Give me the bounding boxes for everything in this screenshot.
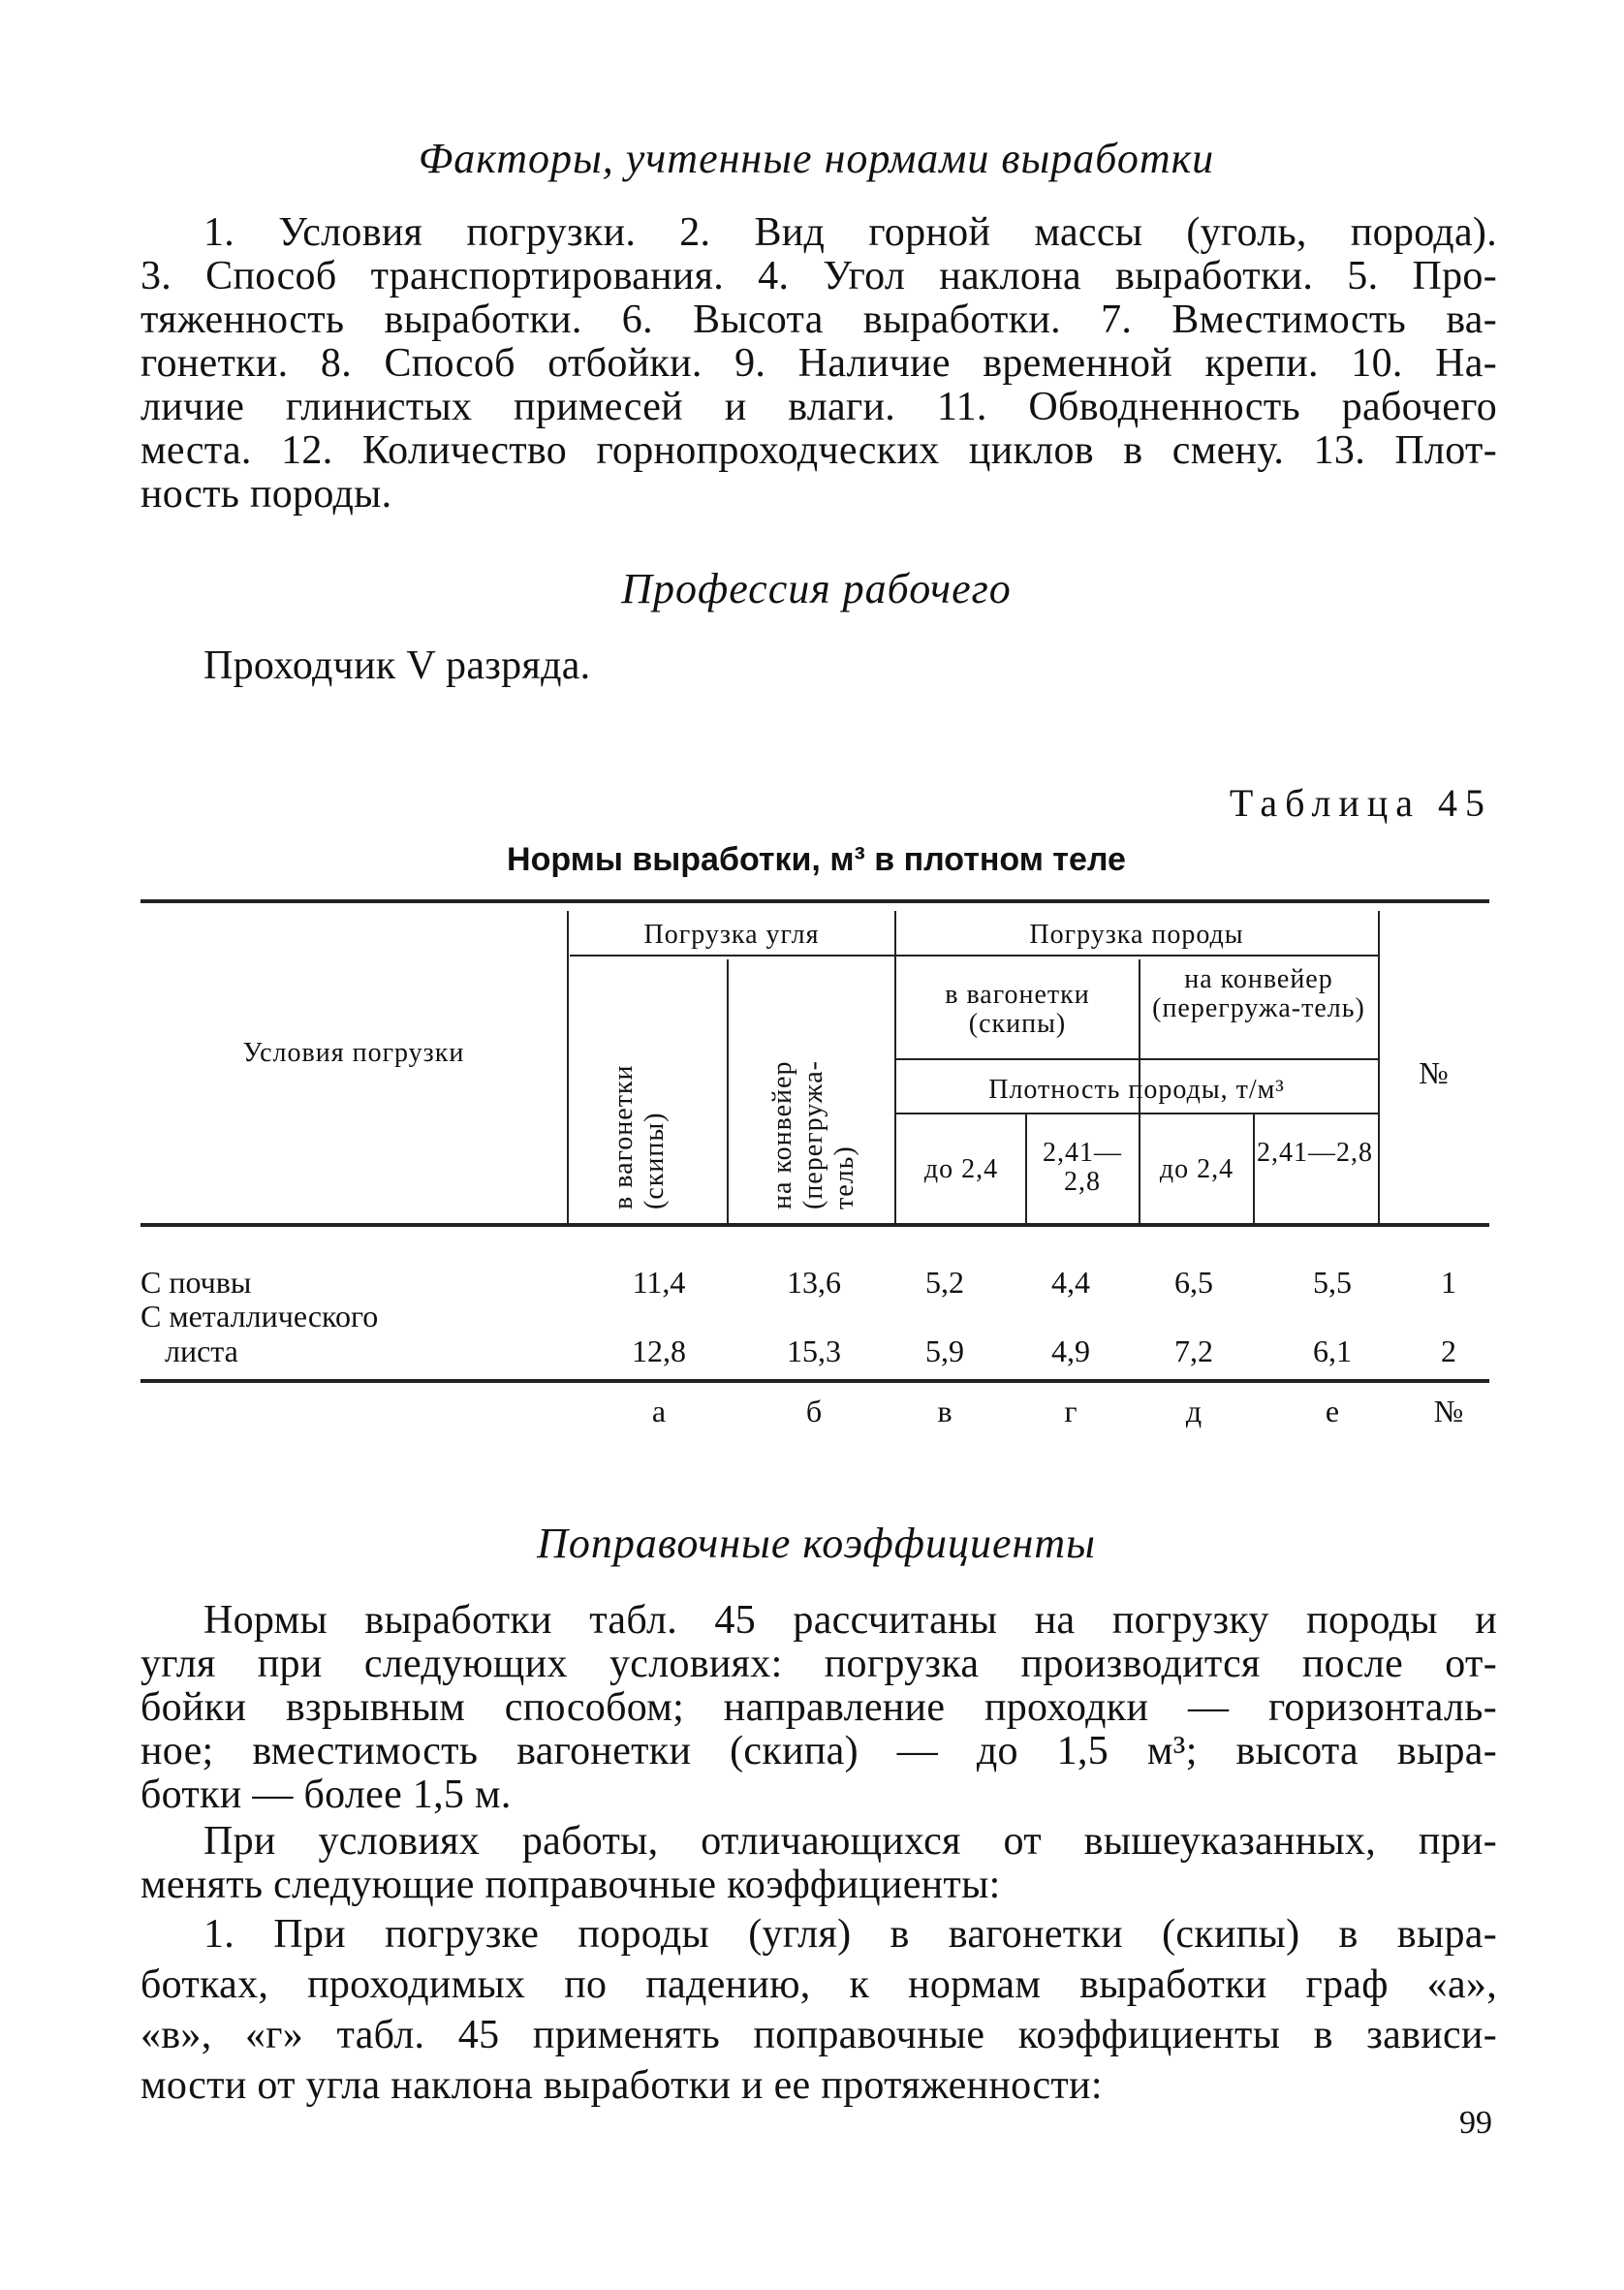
header-density-2: 2,41—2,8	[1043, 1138, 1122, 1197]
cell-g: 4,4	[1051, 1265, 1090, 1300]
header-bottom-rule	[141, 1223, 1489, 1227]
row-label: С металлического	[141, 1299, 379, 1333]
factors-heading: Факторы, учтенные нормами выработки	[418, 135, 1215, 182]
header-density-3: до 2,4	[1159, 1154, 1234, 1184]
cell-v: 5,9	[925, 1333, 964, 1368]
profession-heading: Профессия рабочего	[621, 565, 1012, 612]
footer-letter: г	[1064, 1394, 1077, 1428]
header-density: Плотность породы, т/м³	[988, 1075, 1285, 1105]
cell-d: 7,2	[1174, 1333, 1213, 1368]
text-line: ное; вместимость вагонетки (скипа) — до 1,5 м³; высота выра-	[141, 1729, 1497, 1773]
column-rule	[1025, 1114, 1027, 1223]
header-coal-wagons: в вагонетки (скипы)	[609, 1064, 670, 1209]
cell-e: 6,1	[1313, 1333, 1352, 1368]
cell-a: 12,8	[632, 1333, 686, 1368]
footer-letter: е	[1325, 1394, 1340, 1428]
table-label: Таблица 45	[1229, 781, 1492, 825]
text-line: ботки — более 1,5 м.	[141, 1772, 512, 1817]
page-number: 99	[1459, 2105, 1492, 2141]
cell-b: 13,6	[787, 1265, 841, 1300]
text-line: 1. При погрузке породы (угля) в вагонетки (скипы) в выра-	[203, 1912, 1497, 1957]
cell-num: 2	[1441, 1333, 1456, 1368]
column-rule	[894, 911, 896, 1223]
factors-line: 1. Условия погрузки. 2. Вид горной массы (уголь, порода).	[203, 210, 1497, 255]
header-coal-conveyor: на конвейер (перегружа-тель)	[767, 1059, 859, 1209]
table-bottom-rule	[141, 1379, 1489, 1383]
header-density-4: 2,41—2,8	[1257, 1138, 1373, 1168]
footer-letter: в	[937, 1394, 953, 1428]
profession-text: Проходчик V разряда.	[203, 643, 591, 688]
cell-d: 6,5	[1174, 1265, 1213, 1300]
header-number: №	[1419, 1055, 1450, 1090]
text-line: мости от угла наклона выработки и ее протяженности:	[141, 2063, 1103, 2108]
header-density-1: до 2,4	[923, 1154, 999, 1184]
text-line: бойки взрывным способом; направление проходки — горизонталь-	[141, 1685, 1497, 1730]
cell-num: 1	[1441, 1265, 1456, 1300]
header-rock-wagons: в вагонетки (скипы)	[945, 980, 1090, 1039]
header-rule	[570, 955, 1378, 957]
cell-v: 5,2	[925, 1265, 964, 1300]
factors-line: ность породы.	[141, 472, 392, 517]
text-line: угля при следующих условиях: погрузка производится после от-	[141, 1642, 1497, 1686]
corrections-paragraph-1	[141, 1599, 1497, 1817]
factors-line: личие глинистых примесей и влаги. 11. Обводненность рабочего	[141, 385, 1497, 429]
footer-letter: д	[1185, 1394, 1202, 1428]
cell-a: 11,4	[632, 1265, 686, 1300]
row-label: С почвы	[141, 1265, 252, 1300]
row-label: листа	[165, 1333, 238, 1368]
corrections-paragraph-2	[141, 1820, 1497, 1907]
factors-line: тяженность выработки. 6. Высота выработки. 7. Вместимость ва-	[141, 298, 1497, 342]
cell-b: 15,3	[787, 1333, 841, 1368]
footer-letter: б	[805, 1394, 823, 1428]
text-line: При условиях работы, отличающихся от вышеуказанных, при-	[203, 1819, 1497, 1864]
text-line: Нормы выработки табл. 45 рассчитаны на погрузку породы и	[203, 1598, 1497, 1643]
header-rule	[896, 1058, 1378, 1060]
header-rock: Погрузка породы	[1029, 920, 1244, 950]
header-rock-conveyor: на конвейер (перегружа-тель)	[1152, 964, 1365, 1023]
table-top-rule	[141, 899, 1489, 903]
column-rule	[1378, 911, 1380, 1223]
cell-g: 4,9	[1051, 1333, 1090, 1368]
footer-letter: а	[651, 1394, 667, 1428]
factors-line: 3. Способ транспортирования. 4. Угол наклона выработки. 5. Про-	[141, 254, 1497, 298]
text-line: «в», «г» табл. 45 применять поправочные коэффициенты в зависи-	[141, 2013, 1497, 2057]
text-line: менять следующие поправочные коэффициенты:	[141, 1863, 1001, 1907]
table-title: Нормы выработки, м³ в плотном теле	[507, 841, 1126, 878]
header-rule	[896, 1113, 1378, 1114]
column-rule	[1253, 1114, 1255, 1223]
header-coal: Погрузка угля	[643, 920, 820, 950]
column-rule	[727, 959, 729, 1223]
footer-letter: №	[1433, 1394, 1464, 1428]
factors-line: гонетки. 8. Способ отбойки. 9. Наличие временной крепи. 10. На-	[141, 341, 1497, 386]
corrections-paragraph-3	[141, 1909, 1497, 2111]
column-rule	[567, 911, 569, 1223]
factors-line: места. 12. Количество горнопроходческих циклов в смену. 13. Плот-	[141, 428, 1497, 473]
text-line: ботках, проходимых по падению, к нормам выработки граф «а»,	[141, 1962, 1497, 2007]
corrections-heading: Поправочные коэффициенты	[537, 1520, 1096, 1567]
header-conditions: Условия погрузки	[242, 1038, 465, 1068]
cell-e: 5,5	[1313, 1265, 1352, 1300]
